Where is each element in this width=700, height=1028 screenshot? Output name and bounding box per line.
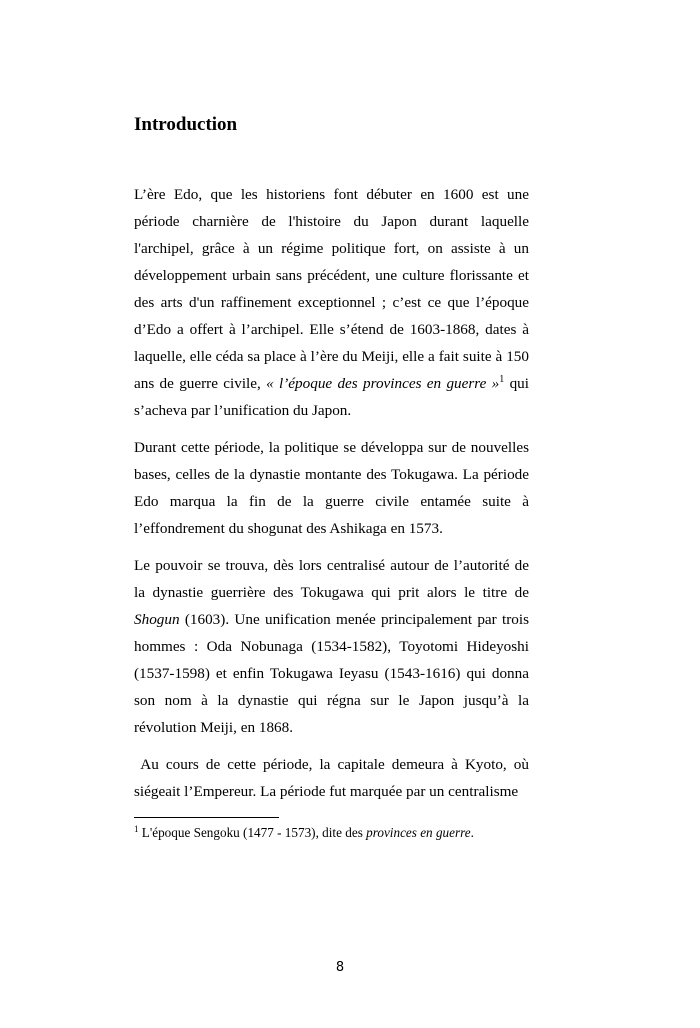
paragraph-4: Au cours de cette période, la capitale demeura à Kyoto, où siégeait l’Empereur. La période fut marquée par un centralisme xyxy=(134,756,529,800)
paragraph-3-term: Shogun xyxy=(134,611,180,628)
page-title: Introduction xyxy=(134,114,238,135)
footnote-text-end: . xyxy=(470,825,474,840)
paragraph-3 xyxy=(134,552,529,741)
paragraph-3-text: Le pouvoir se trouva, dès lors centralisé autour de l’autorité de la dynastie guerrière des Tokugawa qui prit alors le titre de xyxy=(134,557,529,601)
page-number: 8 xyxy=(335,960,345,975)
paragraph-1-text: L’ère Edo, que les historiens font débuter en 1600 est une période charnière de l'histoire du Japon durant laquelle l'archipel, grâce à un régime politique fort, on assiste à un développement urbain sans précédent, une culture florissante et des arts d'un raffinement exceptionnel ; c’est ce que l’époque d’Edo a offert à l’archipel. Elle s’étend de 1603-1868, dates à laquelle, elle céda sa place à l’ère du Meiji, elle a fait suite à 150 ans de guerre civile, xyxy=(134,186,529,392)
paragraph-3-text-end: (1603). Une unification menée principalement par trois hommes : Oda Nobunaga (1534-1582), Toyotomi Hideyoshi (1537-1598) et enfin Tokugawa Ieyasu (1543-1616) qui donna son nom à la dynastie qui régna sur le Japon jusqu’à la révolution Meiji, en 1868. xyxy=(134,611,529,736)
paragraph-1-text-end: qui s’acheva par l’unification du Japon. xyxy=(134,375,529,419)
paragraph-1 xyxy=(134,181,529,424)
paragraph-1-quote: « l’époque des provinces en guerre » xyxy=(266,375,500,392)
footnote xyxy=(134,823,529,843)
body-text xyxy=(134,181,529,815)
footnote-emphasis: provinces en guerre xyxy=(366,825,471,840)
footnote-reference[interactable]: 1 xyxy=(499,374,505,385)
footnote-text: L'époque Sengoku (1477 - 1573), dite des xyxy=(138,825,367,840)
footnote-number: 1 xyxy=(134,824,139,834)
paragraph-2: Durant cette période, la politique se développa sur de nouvelles bases, celles de la dynastie montante des Tokugawa. La période Edo marqua la fin de la guerre civile entamée suite à l’effondrement du shogunat des Ashikaga en 1573. xyxy=(134,439,529,537)
footnote-separator xyxy=(134,817,279,818)
